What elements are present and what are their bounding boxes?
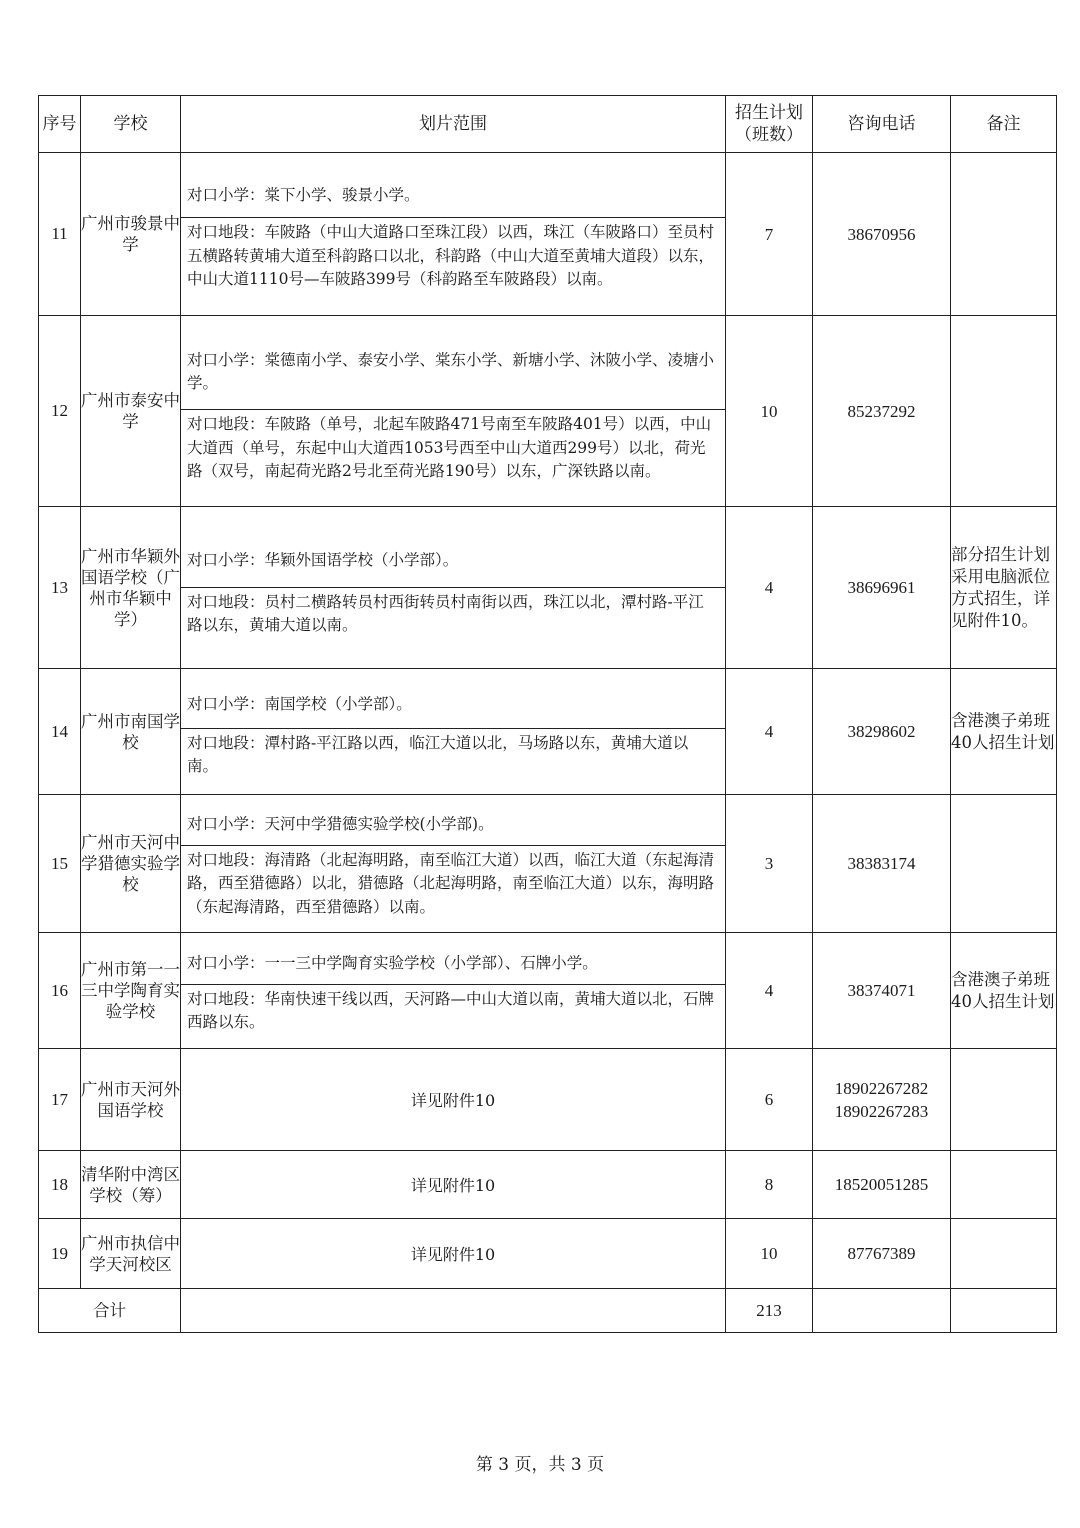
- row-no: 12: [39, 316, 81, 507]
- plan-classes: 10: [726, 316, 813, 507]
- school-name: 广州市天河外国语学校: [81, 1049, 181, 1151]
- table-row: [39, 933, 1057, 1049]
- school-name: 广州市泰安中学: [81, 316, 181, 507]
- note-cell: [951, 1049, 1057, 1151]
- row-no: 19: [39, 1219, 81, 1289]
- district-range: 对口地段：员村二横路转员村西街转员村南街以西，珠江以北，潭村路-平江路以东，黄埔大道以南。: [181, 587, 725, 641]
- table-row: [39, 1219, 1057, 1289]
- primary-schools: 对口小学：一一三中学陶育实验学校（小学部）、石牌小学。: [187, 953, 598, 972]
- note-cell: [951, 795, 1057, 933]
- plan-classes: 7: [726, 153, 813, 316]
- row-no: 14: [39, 669, 81, 795]
- plan-classes: 8: [726, 1151, 813, 1219]
- phone-number: 38298602: [813, 669, 951, 795]
- header-no: 序号: [39, 96, 81, 153]
- phone-number: 38670956: [813, 153, 951, 316]
- phone-number: 38374071: [813, 933, 951, 1049]
- total-phone-empty: [813, 1289, 951, 1333]
- district-range: 对口地段：车陂路（单号，北起车陂路471号南至车陂路401号）以西，中山大道西（单号，东起中山大道西1053号西至中山大道西299号）以北，荷光路（双号，南起荷光路2号北至荷光路190号）以东，广深铁路以南。: [181, 409, 725, 487]
- note-cell: [951, 1151, 1057, 1219]
- school-name: 广州市执信中学天河校区: [81, 1219, 181, 1289]
- district-range: 对口地段：海清路（北起海明路，南至临江大道）以西，临江大道（东起海清路，西至猎德路）以北，猎德路（北起海明路，南至临江大道）以东，海明路（东起海清路，西至猎德路）以南。: [181, 845, 725, 923]
- school-name: 广州市南国学校: [81, 669, 181, 795]
- range-cell: [181, 933, 726, 1049]
- note-cell: 含港澳子弟班40人招生计划: [951, 933, 1057, 1049]
- school-name: 广州市华颖外国语学校（广州市华颖中学）: [81, 507, 181, 669]
- row-no: 11: [39, 153, 81, 316]
- header-row: [39, 96, 1057, 153]
- page-number: 第 3 页，共 3 页: [475, 1455, 605, 1475]
- total-row: [39, 1289, 1057, 1333]
- table-row: [39, 153, 1057, 316]
- plan-classes: 4: [726, 933, 813, 1049]
- note-cell: 部分招生计划采用电脑派位方式招生，详见附件10。: [951, 507, 1057, 669]
- plan-classes: 10: [726, 1219, 813, 1289]
- row-no: 13: [39, 507, 81, 669]
- total-plan: 213: [726, 1289, 813, 1333]
- range-cell: [181, 153, 726, 316]
- range-cell: [181, 507, 726, 669]
- header-school: 学校: [81, 96, 181, 153]
- phone-number: 18902267282: [834, 1078, 929, 1098]
- school-name: 广州市骏景中学: [81, 153, 181, 316]
- note-cell: [951, 1219, 1057, 1289]
- district-range: 对口地段：车陂路（中山大道路口至珠江段）以西，珠江（车陂路口）至员村五横路转黄埔大道至科韵路口以北，科韵路（中山大道至黄埔大道段）以东，中山大道1110号—车陂路399号（科韵路至车陂路段）以南。: [181, 217, 725, 295]
- plan-classes: 6: [726, 1049, 813, 1151]
- table-row: [39, 795, 1057, 933]
- school-name: 广州市天河中学猎德实验学校: [81, 795, 181, 933]
- plan-classes: 3: [726, 795, 813, 933]
- district-range: 对口地段：潭村路-平江路以西，临江大道以北，马场路以东，黄埔大道以南。: [181, 728, 725, 782]
- row-no: 17: [39, 1049, 81, 1151]
- range-cell: [181, 795, 726, 933]
- header-range: 划片范围: [181, 96, 726, 153]
- row-no: 16: [39, 933, 81, 1049]
- phone-number: 38383174: [813, 795, 951, 933]
- range-cell: 详见附件10: [181, 1151, 726, 1219]
- school-name: 广州市第一一三中学陶育实验学校: [81, 933, 181, 1049]
- total-range-empty: [181, 1289, 726, 1333]
- header-plan: 招生计划（班数）: [726, 96, 813, 153]
- table-row: [39, 1049, 1057, 1151]
- phone-number: 38696961: [813, 507, 951, 669]
- district-range: 对口地段：华南快速干线以西，天河路—中山大道以南，黄埔大道以北，石牌西路以东。: [181, 984, 725, 1038]
- table-row: [39, 507, 1057, 669]
- school-name: 清华附中湾区学校（筹）: [81, 1151, 181, 1219]
- phone-number: 85237292: [813, 316, 951, 507]
- plan-classes: 4: [726, 507, 813, 669]
- header-phone: 咨询电话: [813, 96, 951, 153]
- phone-number: 18520051285: [813, 1151, 951, 1219]
- range-cell: [181, 316, 726, 507]
- table-row: [39, 1151, 1057, 1219]
- primary-schools: 对口小学：棠下小学、骏景小学。: [187, 185, 420, 204]
- table-row: [39, 669, 1057, 795]
- primary-schools: 对口小学：南国学校（小学部）。: [187, 694, 412, 713]
- row-no: 18: [39, 1151, 81, 1219]
- header-note: 备注: [951, 96, 1057, 153]
- primary-schools: 对口小学：天河中学猎德实验学校(小学部)。: [187, 815, 494, 833]
- note-cell: [951, 153, 1057, 316]
- range-cell: [181, 669, 726, 795]
- note-cell: [951, 316, 1057, 507]
- total-label: 合计: [39, 1289, 181, 1333]
- table-row: [39, 316, 1057, 507]
- enrollment-table: [38, 95, 1057, 1333]
- phone-number-2: 18902267283: [834, 1101, 929, 1121]
- phone-number-cell: [813, 1049, 951, 1151]
- note-cell: 含港澳子弟班40人招生计划: [951, 669, 1057, 795]
- primary-schools: 对口小学：棠德南小学、泰安小学、棠东小学、新塘小学、沐陂小学、凌塘小学。: [187, 350, 715, 393]
- range-cell: 详见附件10: [181, 1049, 726, 1151]
- range-cell: 详见附件10: [181, 1219, 726, 1289]
- phone-number: 87767389: [813, 1219, 951, 1289]
- primary-schools: 对口小学：华颖外国语学校（小学部）。: [187, 550, 459, 569]
- plan-classes: 4: [726, 669, 813, 795]
- row-no: 15: [39, 795, 81, 933]
- total-note-empty: [951, 1289, 1057, 1333]
